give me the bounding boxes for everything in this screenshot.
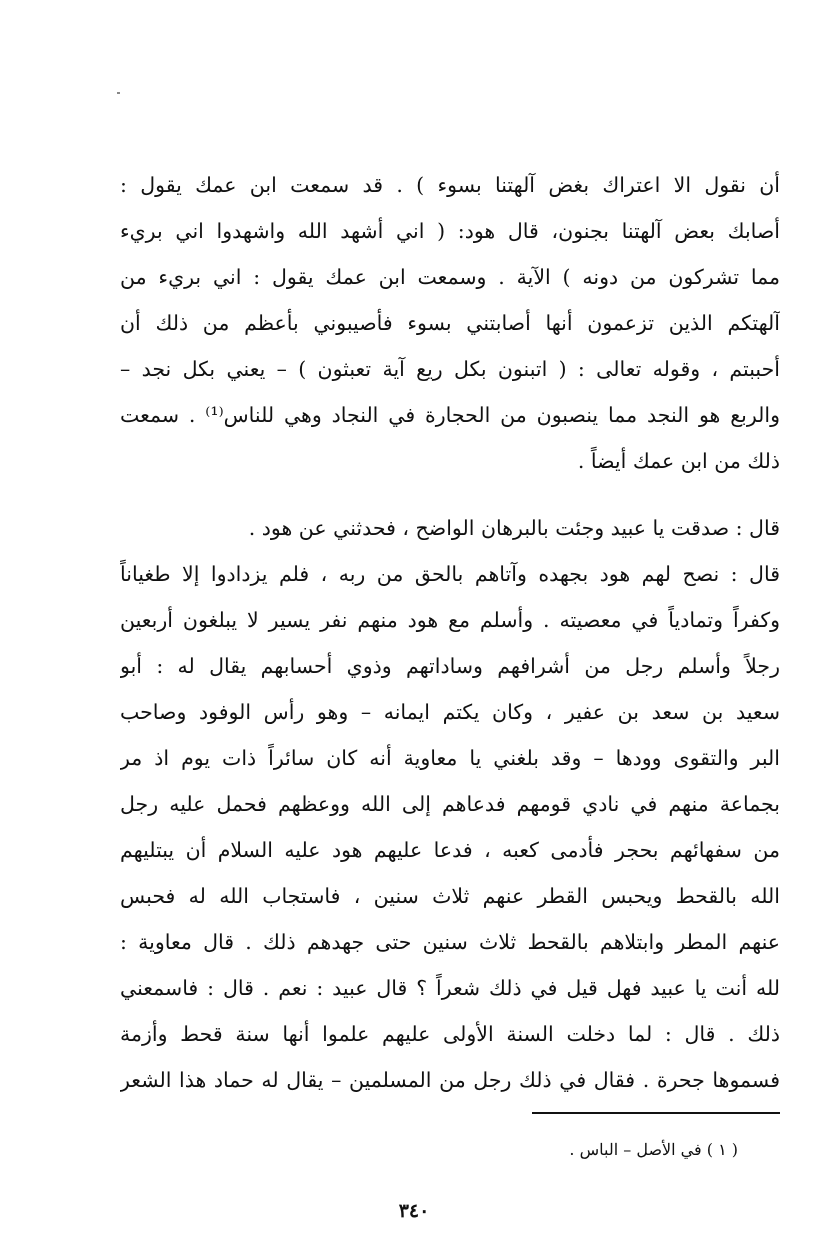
text-line: آلهتكم الذين تزعمون أنها أصابتني بسوء فأصيبوني بأعظم من ذلك أن xyxy=(120,311,780,335)
footnote: ( ١ ) في الأصل – الباس . xyxy=(569,1140,738,1159)
text-line: الله بالقحط ويحبس القطر عنهم ثلاث سنين ، فاستجاب الله له فحبس xyxy=(120,884,780,908)
paragraph-1 xyxy=(120,162,780,484)
text-line: أن نقول الا اعتراك بغض آلهتنا بسوء ) . قد سمعت ابن عمك يقول : xyxy=(120,173,780,197)
text-line: فسموها جحرة . فقال في ذلك رجل من المسلمين – يقال له حماد هذا الشعر xyxy=(120,1068,780,1092)
text-line: والربع هو النجد مما ينصبون من الحجارة في النجاد وهي للناس⁽¹⁾ . سمعت xyxy=(120,403,780,427)
text-line: لله أنت يا عبيد فهل قيل في ذلك شعراً ؟ قال عبيد : نعم . قال : فاسمعني xyxy=(120,976,780,1000)
text-line: سعيد بن سعد بن عفير ، وكان يكتم ايمانه – وهو رأس الوفود وصاحب xyxy=(120,700,780,724)
text-line: وكفراً وتمادياً في معصيته . وأسلم مع هود منهم نفر يسير لا يبلغون أربعين xyxy=(120,608,780,632)
text-line: ذلك . قال : لما دخلت السنة الأولى عليهم علموا أنها سنة قحط وأزمة xyxy=(120,1022,780,1046)
text-line: رجلاً وأسلم رجل من أشرافهم وساداتهم وذوي أحسابهم يقال له : أبو xyxy=(120,654,780,678)
footnote-divider xyxy=(532,1112,780,1114)
paragraph-2 xyxy=(120,505,780,1103)
text-line: أحببتم ، وقوله تعالى : ( اتبنون بكل ريع آية تعبثون ) – يعني بكل نجد – xyxy=(120,357,780,381)
text-line: من سفهائهم بحجر فأدمى كعبه ، فدعا عليهم هود عليه السلام أن يبتليهم xyxy=(120,838,780,862)
page-number: ٣٤٠ xyxy=(398,1200,430,1222)
text-line: بجماعة منهم في نادي قومهم فدعاهم إلى الله ووعظهم فحمل عليه رجل xyxy=(120,792,780,816)
text-line: قال : صدقت يا عبيد وجئت بالبرهان الواضح ، فحدثني عن هود . xyxy=(248,516,780,540)
text-line: البر والتقوى وودها – وقد بلغني يا معاوية أنه كان سائراً ذات يوم اذ مر xyxy=(120,746,780,770)
text-line: عنهم المطر وابتلاهم بالقحط ثلاث سنين حتى جهدهم ذلك . قال معاوية : xyxy=(120,930,780,954)
text-line: قال : نصح لهم هود بجهده وآتاهم بالحق من ربه ، فلم يزدادوا إلا طغياناً xyxy=(120,562,780,586)
text-line: ذلك من ابن عمك أيضاً . xyxy=(577,449,780,473)
text-line: أصابك بعض آلهتنا بجنون، قال هود: ( اني أشهد الله واشهدوا اني بريء xyxy=(120,219,780,243)
scan-speck xyxy=(117,92,120,94)
text-line: مما تشركون من دونه ) الآية . وسمعت ابن عمك يقول : اني بريء من xyxy=(120,265,780,289)
